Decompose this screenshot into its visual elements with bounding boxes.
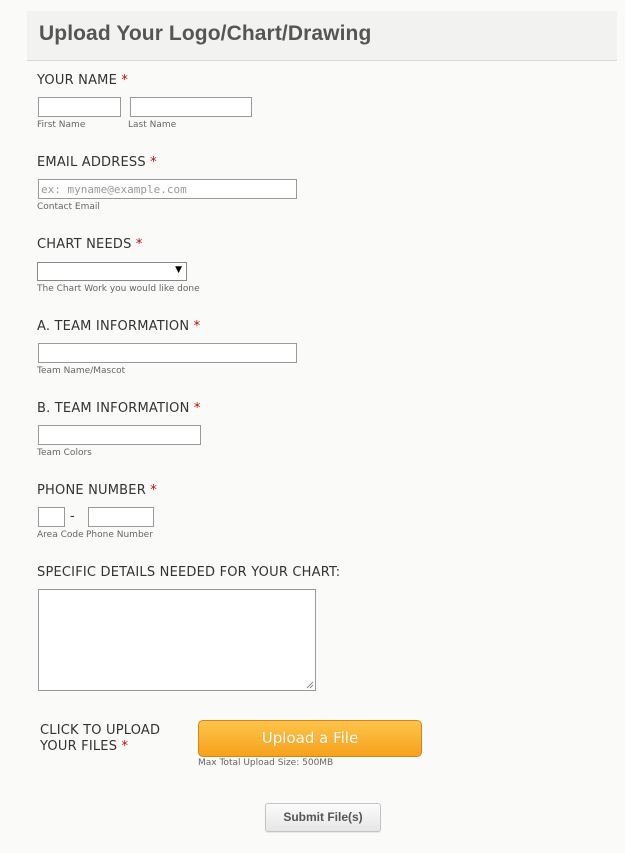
team-colors-input[interactable]	[38, 425, 201, 445]
email-input[interactable]	[38, 179, 297, 199]
required-mark: *	[150, 155, 157, 170]
phone-separator: -	[70, 509, 75, 524]
dropdown-arrow-icon: ▼	[175, 265, 182, 275]
area-code-input[interactable]	[38, 507, 65, 527]
upload-file-button[interactable]: Upload a File	[198, 720, 422, 757]
team-colors-sublabel: Team Colors	[37, 448, 92, 458]
upload-size-note: Max Total Upload Size: 500MB	[198, 758, 334, 768]
team-a-label	[37, 319, 200, 334]
details-label: SPECIFIC DETAILS NEEDED FOR YOUR CHART:	[37, 565, 341, 580]
team-b-label	[37, 401, 201, 416]
upload-label-line1: CLICK TO UPLOAD	[40, 723, 161, 738]
submit-button[interactable]: Submit File(s)	[265, 803, 381, 832]
first-name-sublabel: First Name	[37, 120, 86, 130]
last-name-input[interactable]	[130, 97, 252, 117]
name-label-text: YOUR NAME	[37, 73, 117, 88]
email-label	[37, 155, 157, 170]
required-mark: *	[121, 73, 129, 88]
details-textarea[interactable]	[38, 589, 316, 691]
phone-label-text: PHONE NUMBER	[37, 483, 146, 498]
team-a-label-text: A. TEAM INFORMATION	[37, 319, 190, 334]
area-code-sublabel: Area Code	[37, 530, 84, 540]
phone-number-input[interactable]	[88, 507, 154, 527]
phone-number-sublabel: Phone Number	[86, 530, 153, 540]
required-mark: *	[193, 401, 201, 416]
chart-needs-sublabel: The Chart Work you would like done	[37, 284, 200, 294]
chart-needs-label	[37, 237, 143, 252]
upload-label	[40, 723, 160, 755]
phone-label	[37, 483, 157, 498]
email-label-text: EMAIL ADDRESS	[37, 155, 146, 170]
required-mark: *	[150, 483, 157, 498]
chart-needs-label-text: CHART NEEDS	[37, 237, 132, 252]
team-b-label-text: B. TEAM INFORMATION	[37, 401, 190, 416]
required-mark: *	[121, 739, 129, 754]
team-name-input[interactable]	[38, 343, 297, 363]
upload-label-line2: YOUR FILES	[40, 739, 118, 754]
resize-grip-icon[interactable]	[306, 681, 314, 689]
chart-needs-select[interactable]	[37, 262, 187, 281]
form-title: Upload Your Logo/Chart/Drawing	[39, 22, 372, 45]
required-mark: *	[135, 237, 143, 252]
form-header	[27, 11, 617, 61]
team-name-sublabel: Team Name/Mascot	[37, 366, 126, 376]
required-mark: *	[193, 319, 201, 334]
last-name-sublabel: Last Name	[128, 120, 177, 130]
email-sublabel: Contact Email	[37, 202, 100, 212]
first-name-input[interactable]	[38, 97, 121, 117]
name-label	[37, 73, 128, 88]
